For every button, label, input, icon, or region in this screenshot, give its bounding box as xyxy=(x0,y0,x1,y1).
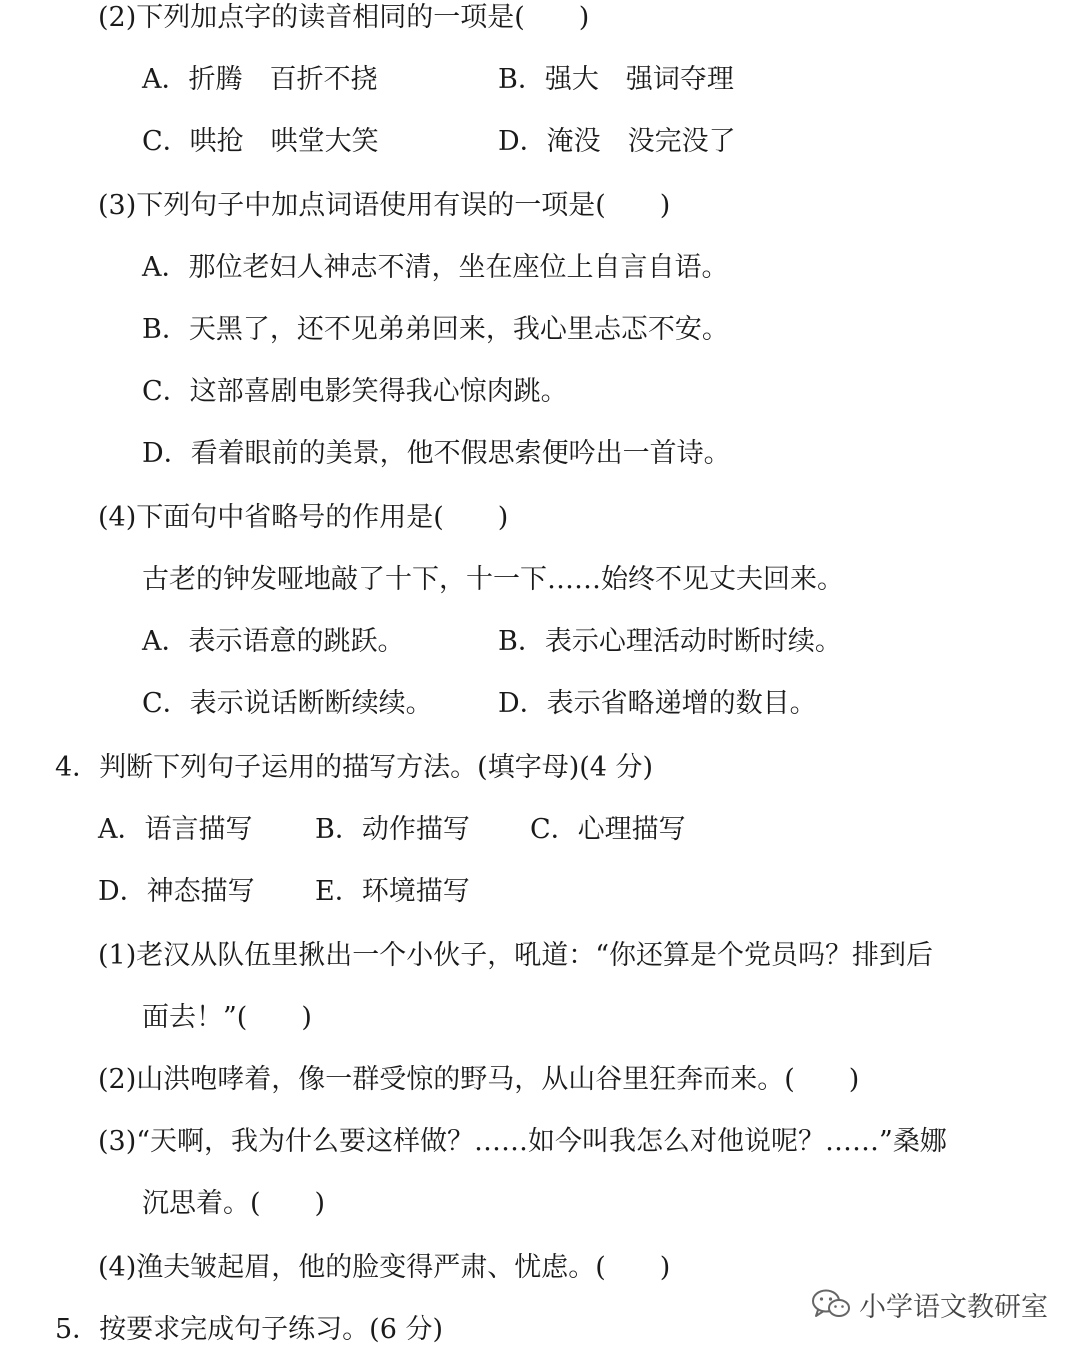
q4-choice-e: E．环境描写 xyxy=(315,876,470,907)
q4-item2: (2)山洪咆哮着，像一群受惊的野马，从山谷里狂奔而来。( ) xyxy=(98,1064,860,1095)
q3-part3-option-b: B．天黑了，还不见弟弟回来，我心里忐忑不安。 xyxy=(142,314,729,345)
q4-item1-line1: (1)老汉从队伍里揪出一个小伙子，吼道：“你还算是个党员吗？排到后 xyxy=(98,940,934,971)
q3-part2-stem: (2)下列加点字的读音相同的一项是( ) xyxy=(98,2,590,33)
q4-title: 4．判断下列句子运用的描写方法。(填字母)(4 分) xyxy=(55,752,654,783)
q3-part3-option-d: D．看着眼前的美景，他不假思索便吟出一首诗。 xyxy=(142,438,731,469)
watermark-text: 小学语文教研室 xyxy=(859,1291,1048,1323)
q5-title: 5．按要求完成句子练习。(6 分) xyxy=(55,1314,444,1345)
wechat-icon xyxy=(811,1288,851,1320)
q4-item3-line1: (3)“天啊，我为什么要这样做？……如今叫我怎么对他说呢？……”桑娜 xyxy=(98,1126,947,1157)
q3-part2-option-d: D．淹没 没完没了 xyxy=(498,126,736,157)
q4-choice-b: B．动作描写 xyxy=(315,814,470,845)
q4-choice-d: D．神态描写 xyxy=(98,876,255,907)
q3-part4-option-a: A．表示语意的跳跃。 xyxy=(142,626,405,657)
q3-part4-option-c: C．表示说话断断续续。 xyxy=(142,688,433,719)
watermark xyxy=(811,1284,1048,1324)
q4-choice-a: A．语言描写 xyxy=(98,814,253,845)
q3-part4-option-b: B．表示心理活动时断时续。 xyxy=(498,626,842,657)
q3-part4-sentence: 古老的钟发哑地敲了十下，十一下……始终不见丈夫回来。 xyxy=(142,564,844,595)
q3-part2-option-b: B．强大 强词夺理 xyxy=(498,64,734,95)
q4-item4: (4)渔夫皱起眉，他的脸变得严肃、忧虑。( ) xyxy=(98,1252,671,1283)
q4-item1-line2: 面去！”( ) xyxy=(142,1002,312,1033)
q3-part3-stem: (3)下列句子中加点词语使用有误的一项是( ) xyxy=(98,190,671,221)
q3-part3-option-a: A．那位老妇人神志不清，坐在座位上自言自语。 xyxy=(142,252,729,283)
q4-choice-c: C．心理描写 xyxy=(530,814,686,845)
q3-part2-option-a: A．折腾 百折不挠 xyxy=(142,64,378,95)
q3-part4-stem: (4)下面句中省略号的作用是( ) xyxy=(98,502,509,533)
q3-part4-option-d: D．表示省略递增的数目。 xyxy=(498,688,817,719)
q4-item3-line2: 沉思着。( ) xyxy=(142,1188,326,1219)
q3-part3-option-c: C．这部喜剧电影笑得我心惊肉跳。 xyxy=(142,376,568,407)
q3-part2-option-c: C．哄抢 哄堂大笑 xyxy=(142,126,379,157)
